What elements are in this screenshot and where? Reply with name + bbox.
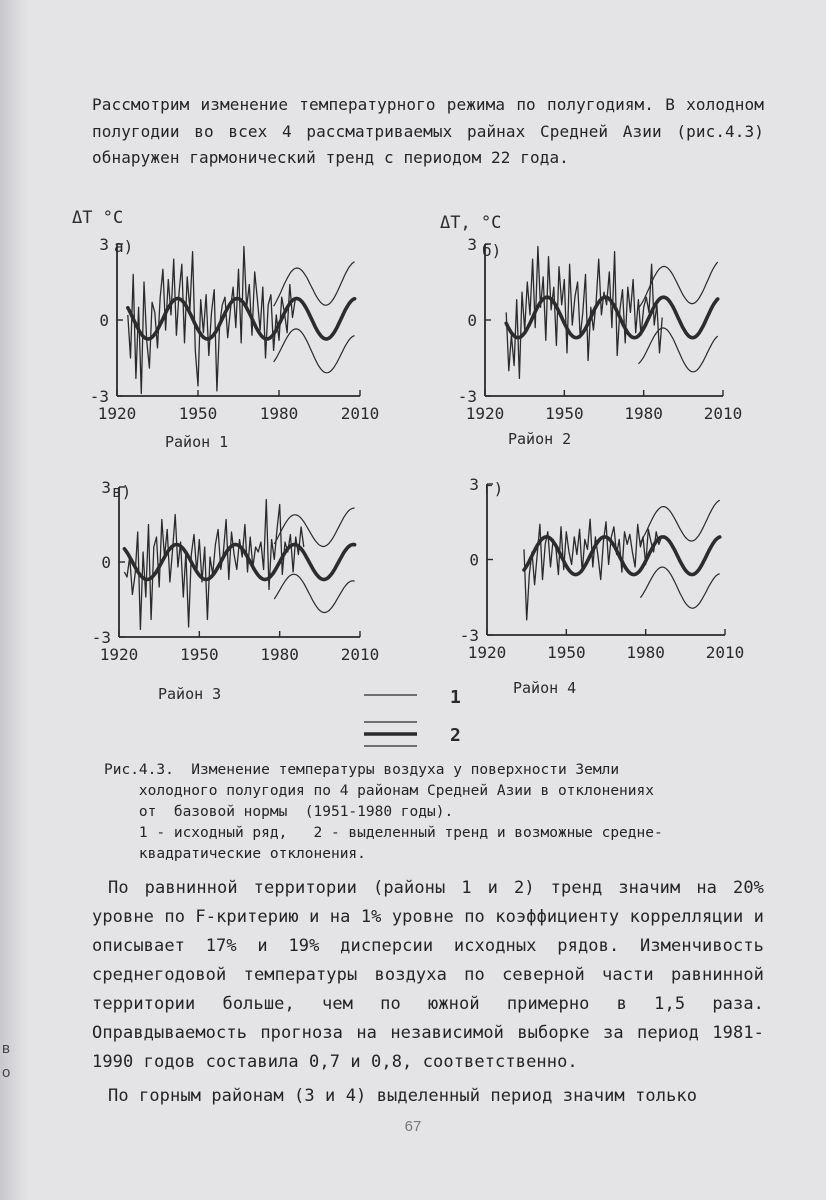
panel-1-raw-series-line <box>128 247 295 394</box>
caption-line-5: квадратические отклонения. <box>104 846 366 862</box>
panel-3-upper-deviation-line <box>274 508 354 546</box>
panel-2-x-tick-label-1950: 1950 <box>545 404 584 423</box>
panel-2-raw-series-line <box>506 247 662 379</box>
panel-3-x-tick-label-1950: 1950 <box>180 645 219 664</box>
margin-mark-1: в <box>2 1040 10 1057</box>
panel-2-letter: б) <box>482 241 502 260</box>
panel-1-x-tick-label-1920: 1920 <box>97 404 137 423</box>
panel-4-lower-deviation-line <box>640 567 719 608</box>
panel-4-x-tick-label-2010: 2010 <box>705 643 745 662</box>
paragraph-mountain-regions: По горным районам (3 и 4) выделенный период значим только <box>108 1086 698 1106</box>
panel-4-upper-deviation-line <box>640 500 719 542</box>
panel-3-x-tick-label-2010: 2010 <box>340 645 380 664</box>
paragraph-plain-territory: По равнинной территории (районы 1 и 2) тренд значим на 20% уровне по F-критерию и на 1% уровне по коэффициенту коррелляции и описывает 17% и 19% дисперсии исходных рядов. Изменчивость среднегодовой температуры воздуха по северной части равнинной территории больше, чем по южной примерно в 1,5 раза. Оправдываемость прогноза на независимой выборке за период 1981-1990 годов составила 0,7 и 0,8, соответственно. <box>92 878 764 1072</box>
panel-1-upper-deviation-line <box>274 262 355 307</box>
panel-1-lower-deviation-line <box>274 329 355 373</box>
caption-line-3: от базовой нормы (1951-1980 годы). <box>104 804 454 820</box>
panel-3-lower-deviation-line <box>274 574 354 612</box>
panel-2-y-tick-label--3: -3 <box>457 387 477 406</box>
panel-2-y-tick-label-0: 0 <box>467 311 477 330</box>
panel-3-y-tick-label--3: -3 <box>91 628 111 647</box>
panel-1-x-tick-label-2010: 2010 <box>340 404 380 423</box>
figure-caption <box>104 760 760 865</box>
panel-4-y-tick-label--3: -3 <box>459 626 479 645</box>
panel-2-x-tick-label-1920: 1920 <box>465 404 505 423</box>
panel-1-y-tick-label-3: 3 <box>99 235 109 254</box>
panel-4-x-tick-label-1980: 1980 <box>626 643 665 662</box>
page-number: 67 <box>404 1118 422 1135</box>
panel-3-x-tick-label-1980: 1980 <box>260 645 299 664</box>
panel-2-lower-deviation-line <box>638 328 717 372</box>
panel-3-letter: в) <box>112 482 132 501</box>
panel-1-y-label: ΔT °C <box>72 208 124 228</box>
panel-2-y-tick-label-3: 3 <box>467 235 477 254</box>
panel-1-title: Район 1 <box>165 433 229 451</box>
legend-label-1: 1 <box>450 687 461 708</box>
panel-1-x-tick-label-1980: 1980 <box>259 404 299 423</box>
caption-line-2: холодного полугодия по 4 районам Средней Азии в отклонениях <box>104 783 654 799</box>
panel-2-upper-deviation-line <box>638 262 717 308</box>
panel-4-x-tick-label-1950: 1950 <box>547 643 586 662</box>
panel-3-y-tick-label-0: 0 <box>101 553 111 572</box>
caption-line-4: 1 - исходный ряд, 2 - выделенный тренд и возможные средне- <box>104 825 663 841</box>
panel-1-y-tick-label--3: -3 <box>89 387 109 406</box>
caption-line-1: Рис.4.3. Изменение температуры воздуха у поверхности Земли <box>104 762 620 778</box>
panel-1-x-tick-label-1950: 1950 <box>178 404 218 423</box>
panel-4-x-tick-label-1920: 1920 <box>467 643 507 662</box>
paragraph-intro: Рассмотрим изменение температурного режима по полугодиям. В холодном полугодии во всех 4 рассматриваемых райнах Средней Азии (рис.4.3) обнаружен гармонический тренд с периодом 22 года. <box>92 95 764 167</box>
panel-3-title: Район 3 <box>158 685 222 703</box>
margin-mark-2: о <box>2 1064 11 1081</box>
panel-3-y-tick-label-3: 3 <box>101 478 111 497</box>
panel-3-x-tick-label-1920: 1920 <box>99 645 139 664</box>
panel-4-letter: г) <box>484 479 504 498</box>
panel-2-x-tick-label-1980: 1980 <box>624 404 663 423</box>
panel-4-y-tick-label-3: 3 <box>469 475 479 494</box>
legend-label-2: 2 <box>450 725 461 746</box>
panel-1-letter: а) <box>114 237 134 256</box>
panel-2-y-label: ΔT, °C <box>440 213 502 233</box>
panel-4-y-tick-label-0: 0 <box>469 550 479 570</box>
panel-2-title: Район 2 <box>508 430 572 448</box>
panel-2-x-tick-label-2010: 2010 <box>703 404 743 423</box>
panel-1-y-tick-label-0: 0 <box>99 311 109 330</box>
panel-4-title: Район 4 <box>513 679 577 697</box>
